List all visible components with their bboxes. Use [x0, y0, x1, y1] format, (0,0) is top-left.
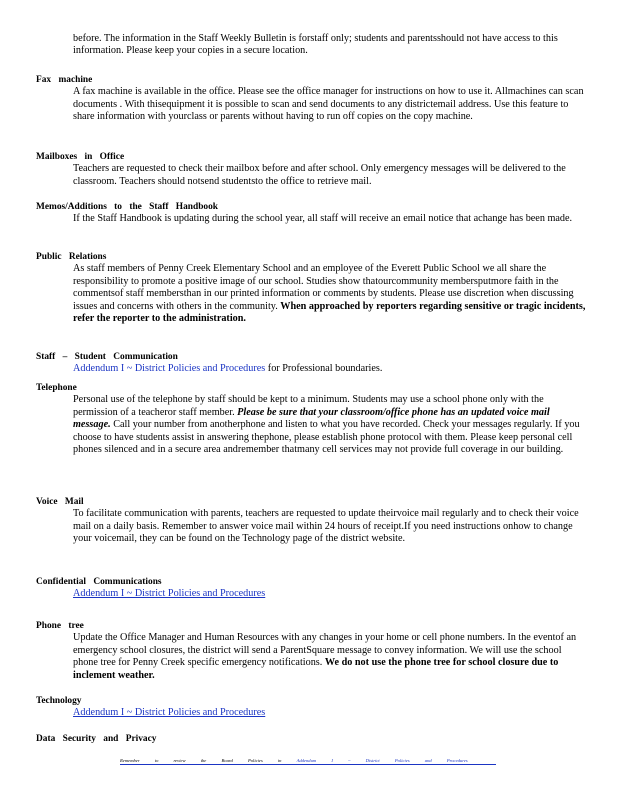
section-body: If the Staff Handbook is updating during the school year, all staff will receive an email notice that achange has been made. — [73, 213, 573, 225]
section-heading: Voice Mail — [36, 497, 84, 507]
section-memos — [36, 201, 592, 226]
section-body — [73, 394, 588, 456]
section-body-emphasis: Please be sure that your classroom/office phone has an updated voice mail message. — [73, 406, 550, 431]
section-technology — [36, 695, 592, 720]
section-body — [73, 363, 588, 375]
section-body-text: Call your number from anotherphone and listen to what you have recorded. Check your messages regularly. If you choose to have students assist in answering thephone, please establish phone protocol with them. Please keep personal cell phones silenced and in a secure area andremember thatmany cell services may not provide full coverage in our building. — [73, 419, 580, 456]
section-data-security — [36, 733, 592, 745]
section-body-text: Personal use of the telephone by staff should be kept to a minimum. Students may use a school phone only with the permission of a teacheror staff member. — [73, 394, 544, 418]
section-body — [73, 263, 588, 325]
section-heading: Telephone — [36, 383, 77, 393]
footer-text: Remember to review the Board Policies in — [120, 758, 282, 763]
addendum-link[interactable]: Addendum I ~ District Policies and Procedures — [73, 363, 266, 375]
section-heading: Staff – Student Communication — [36, 352, 178, 362]
section-body: A fax machine is available in the office. Please see the office manager for instructions on how to use it. Allmachines can scan documents . With thisequipment it is possible to scan and send documents to any districtemail address. Use this feature to share information with yourclass or parents without having to run off copies on the copy machine. — [73, 86, 584, 123]
section-fax-machine — [36, 74, 592, 124]
intro-paragraph: before. The information in the Staff Weekly Bulletin is forstaff only; students and parentsshould not have access to this information. Please keep your copies in a secure location. — [73, 33, 558, 57]
section-body — [73, 632, 588, 682]
section-heading: Technology — [36, 696, 82, 706]
section-heading: Public Relations — [36, 252, 107, 262]
section-body-bold: We do not use the phone tree for school closure due to inclement weather. — [73, 657, 559, 681]
section-heading: Confidential Communications — [36, 577, 162, 587]
section-voice-mail — [36, 496, 592, 546]
section-heading: Phone tree — [36, 621, 84, 631]
section-heading: Mailboxes in Office — [36, 152, 125, 162]
section-mailboxes — [36, 151, 592, 188]
section-public-relations — [36, 251, 592, 325]
section-body-text: As staff members of Penny Creek Elementary School and an employee of the Everett Public School we all share the responsibility to promote a positive image of our school. Studies show thatourcommunity membersputmore faith in the commentsof staff membersthan in our printed information or comments by students. Please use discretion when discussing issues and concerns with others in the community. — [73, 263, 574, 312]
addendum-link[interactable]: Addendum I ~ District Policies and Procedures — [73, 588, 266, 600]
footer-addendum-link[interactable]: Addendum I ~ District Policies and Procedures — [296, 758, 468, 763]
section-heading: Memos/Additions to the Staff Handbook — [36, 202, 218, 212]
section-phone-tree — [36, 620, 592, 682]
section-telephone — [36, 382, 592, 456]
section-body — [73, 588, 588, 600]
section-confidential — [36, 576, 592, 601]
footer-note — [120, 758, 496, 765]
section-body — [73, 707, 588, 719]
section-body: Teachers are requested to check their mailbox before and after school. Only emergency messages will be delivered to the classroom. Teachers should notsend studentsto the office to retrieve mail. — [73, 163, 566, 187]
section-heading: Data Security and Privacy — [36, 734, 157, 744]
section-body: To facilitate communication with parents, teachers are requested to update theirvoice mail regularly and to check their voice mail on a daily basis. Remember to answer voice mail within 24 hours of receipt.If you need instructions onhow to change your voicemail, they can be found on the Technology page of the district website. — [73, 508, 579, 545]
section-body-bold: When approached by reporters regarding sensitive or tragic incidents, refer the reporter to the administration. — [73, 300, 586, 325]
section-staff-student — [36, 351, 592, 376]
section-body-text: Update the Office Manager and Human Resources with any changes in your home or cell phone numbers. In the eventof an emergency school closures, the district will send a ParentSquare message to convey information. We will use the school phone tree for Penny Creek specific emergency notifications. — [73, 632, 577, 669]
addendum-link[interactable]: Addendum I ~ District Policies and Procedures — [73, 707, 266, 719]
section-heading: Fax machine — [36, 75, 93, 85]
section-body-text: for Professional boundaries. — [267, 363, 383, 375]
